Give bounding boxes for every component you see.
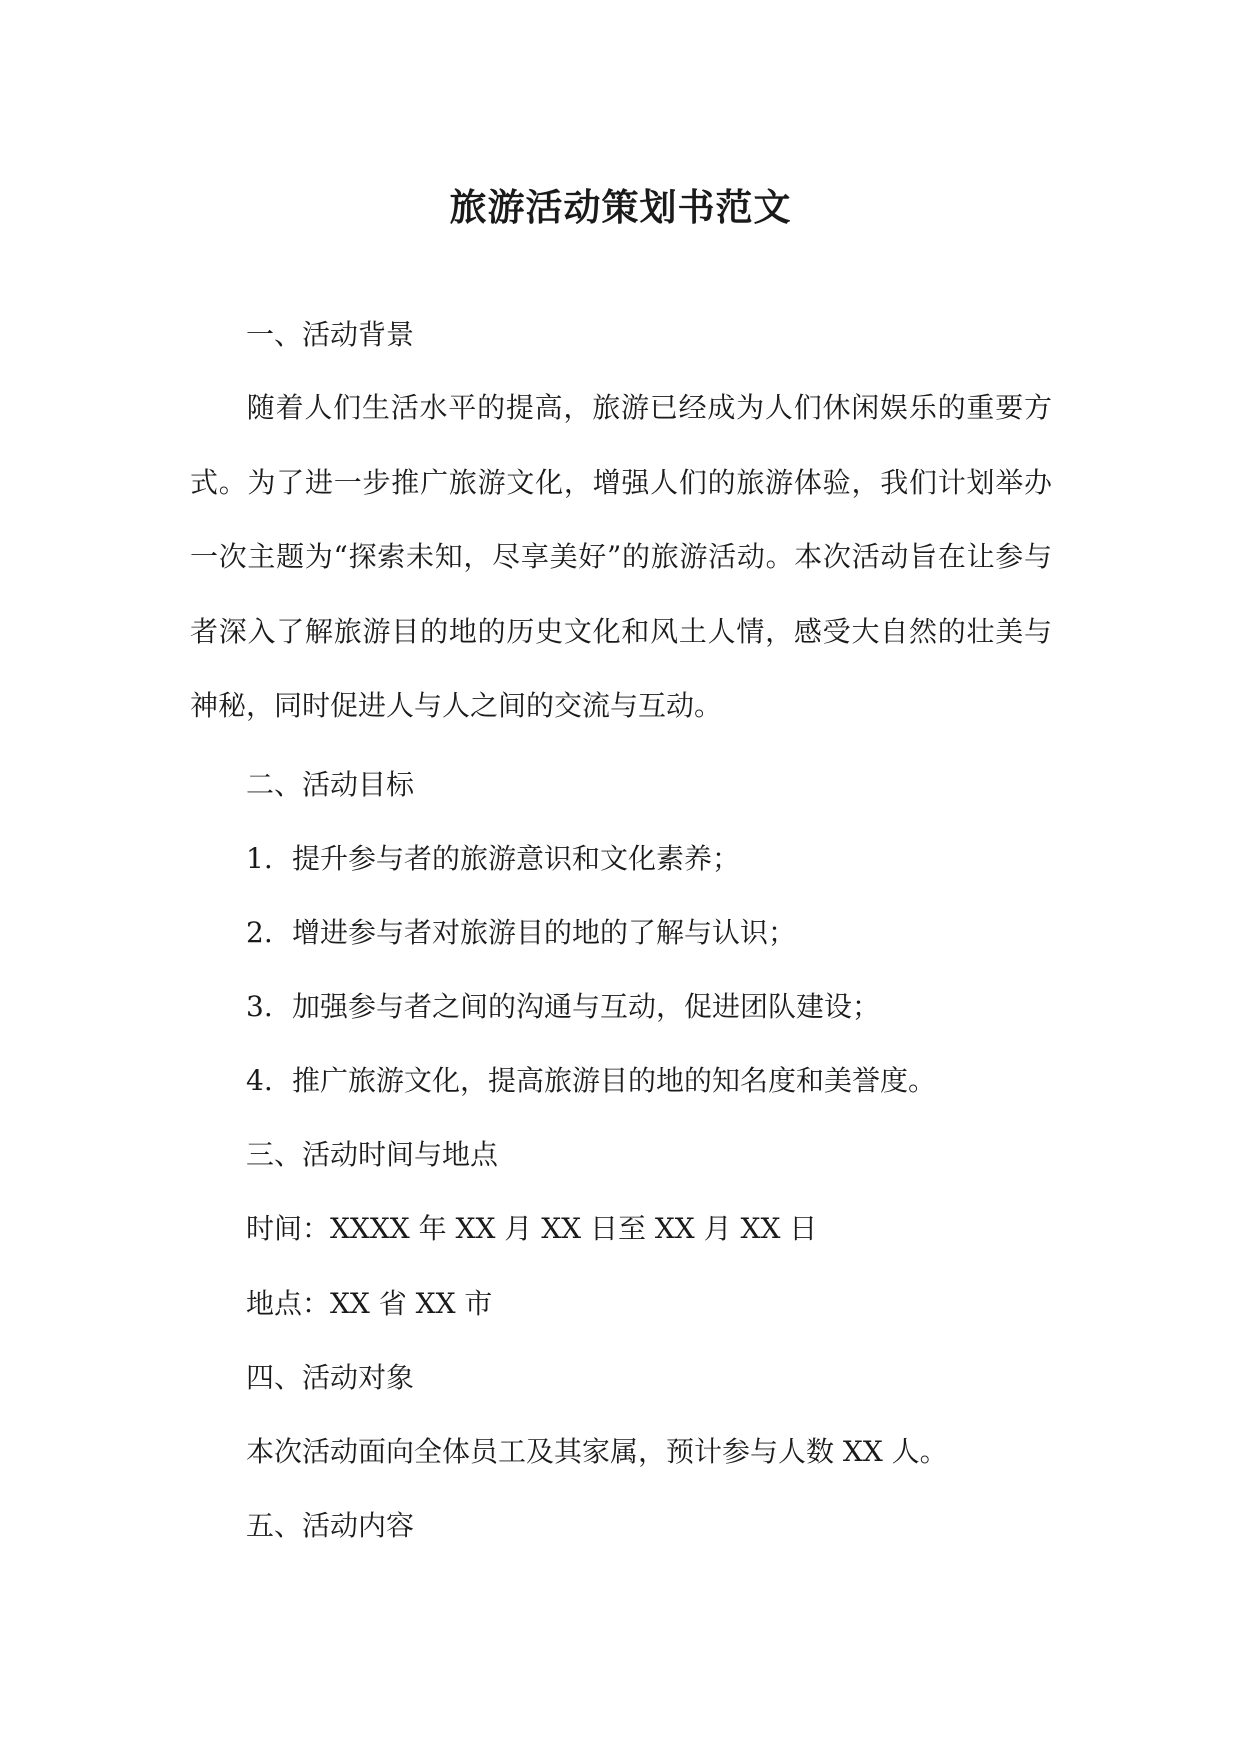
goal-item-2 (246, 913, 796, 953)
goal-number: 1. (246, 842, 273, 875)
document-title: 旅游活动策划书范文 (449, 185, 792, 229)
background-paragraph (190, 371, 1052, 744)
goal-number: 4. (246, 1064, 273, 1097)
section-heading-background: 一、活动背景 (246, 318, 415, 351)
goal-item-4 (246, 1061, 936, 1101)
section-heading-goals: 二、活动目标 (246, 768, 415, 801)
goal-text: 推广旅游文化，提高旅游目的地的知名度和美誉度。 (292, 1064, 937, 1097)
section-heading-time-place: 三、活动时间与地点 (246, 1138, 499, 1171)
background-paragraph-text: 随着人们生活水平的提高，旅游已经成为人们休闲娱乐的重要方式。为了进一步推广旅游文化，增强人们的旅游体验，我们计划举办一次主题为“探索未知，尽享美好”的旅游活动。本次活动旨在让参与者深入了解旅游目的地的历史文化和风土人情，感受大自然的壮美与神秘，同时促进人与人之间的交流与互动。 (190, 391, 1052, 722)
section-heading-audience: 四、活动对象 (246, 1361, 415, 1394)
goal-number: 2. (246, 916, 273, 949)
goal-number: 3. (246, 990, 273, 1023)
audience-paragraph: 本次活动面向全体员工及其家属，预计参与人数 XX 人。 (246, 1435, 948, 1468)
goal-text: 提升参与者的旅游意识和文化素养； (292, 842, 741, 875)
goal-text: 加强参与者之间的沟通与互动，促进团队建设； (292, 990, 881, 1023)
section-heading-content: 五、活动内容 (246, 1509, 415, 1542)
goal-item-1 (246, 839, 740, 879)
goal-item-3 (246, 987, 880, 1027)
event-time: 时间：XXXX 年 XX 月 XX 日至 XX 月 XX 日 (246, 1212, 818, 1245)
goal-text: 增进参与者对旅游目的地的了解与认识； (292, 916, 797, 949)
event-place: 地点：XX 省 XX 市 (246, 1287, 493, 1320)
